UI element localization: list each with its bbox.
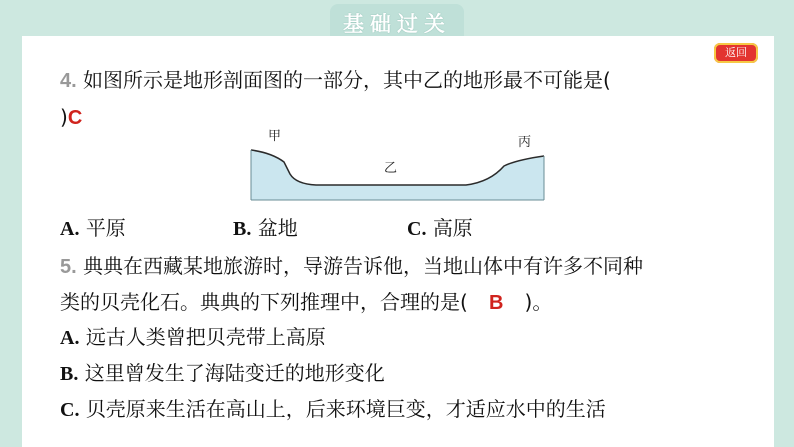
label-jia: 甲 bbox=[268, 129, 282, 144]
q5-option-b-letter: B. bbox=[60, 363, 79, 385]
q5-option-a-letter: A. bbox=[60, 327, 80, 349]
q5-close-paren: )。 bbox=[524, 290, 553, 314]
q4-option-b-letter: B. bbox=[233, 218, 252, 240]
q4-answer-line bbox=[60, 105, 82, 130]
q5-option-c bbox=[60, 397, 606, 422]
q4-stem bbox=[60, 68, 611, 93]
q4-option-c bbox=[407, 216, 473, 241]
q4-option-a bbox=[60, 216, 126, 241]
q4-option-b-text: 盆地 bbox=[257, 216, 298, 240]
q5-number: 5. bbox=[60, 256, 77, 278]
back-button[interactable]: 返回 bbox=[714, 43, 758, 63]
q5-option-a-text: 远古人类曾把贝壳带上高原 bbox=[85, 325, 326, 349]
q4-close-paren: ) bbox=[60, 105, 68, 129]
q5-option-b-text: 这里曾发生了海陆变迁的地形变化 bbox=[84, 361, 385, 385]
q4-answer: C bbox=[67, 107, 83, 129]
q5-option-c-letter: C. bbox=[60, 399, 80, 421]
q4-number: 4. bbox=[60, 70, 77, 92]
q5-stem-text-1: 典典在西藏某地旅游时，导游告诉他，当地山体中有许多不同种 bbox=[83, 254, 644, 278]
q5-option-a bbox=[60, 325, 326, 350]
q5-option-b bbox=[60, 361, 385, 386]
label-bing: 丙 bbox=[518, 135, 532, 150]
q5-answer: B bbox=[488, 292, 504, 314]
label-yi: 乙 bbox=[384, 161, 398, 176]
terrain-water-fill bbox=[251, 150, 544, 200]
q4-option-a-letter: A. bbox=[60, 218, 80, 240]
section-title: 基础过关 bbox=[343, 12, 451, 36]
terrain-profile-diagram bbox=[246, 122, 550, 202]
q5-option-c-text: 贝壳原来生活在高山上，后来环境巨变，才适应水中的生活 bbox=[85, 397, 606, 421]
q5-stem-line2 bbox=[60, 290, 552, 315]
q4-option-c-letter: C. bbox=[407, 218, 427, 240]
q4-option-a-text: 平原 bbox=[85, 216, 126, 240]
q4-option-b bbox=[233, 216, 298, 241]
q4-stem-text: 如图所示是地形剖面图的一部分，其中乙的地形最不可能是( bbox=[83, 68, 611, 92]
q5-stem-text-2: 类的贝壳化石。典典的下列推理中，合理的是( bbox=[60, 290, 468, 314]
q4-option-c-text: 高原 bbox=[432, 216, 473, 240]
q5-stem-line1 bbox=[60, 254, 643, 279]
